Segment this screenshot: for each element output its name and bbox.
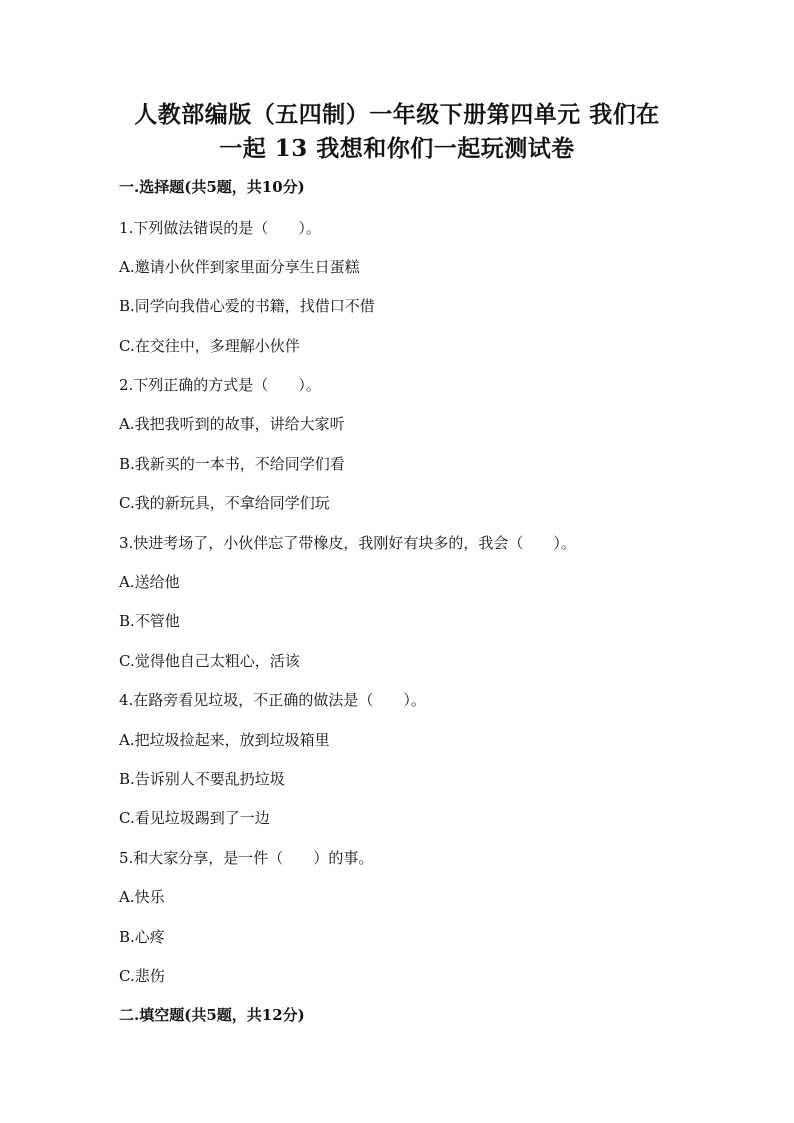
question-2-stem: 2.下列正确的方式是（ ）。 (119, 376, 321, 394)
question-4-option-b: B.告诉别人不要乱扔垃圾 (119, 770, 285, 788)
question-1-stem: 1.下列做法错误的是（ ）。 (119, 219, 321, 237)
question-3-option-c: C.觉得他自己太粗心，活该 (119, 652, 300, 670)
question-4-option-c: C.看见垃圾踢到了一边 (119, 809, 270, 827)
question-2-option-a: A.我把我听到的故事，讲给大家听 (119, 415, 345, 433)
question-3-option-a: A.送给他 (119, 573, 180, 591)
question-5-stem: 5.和大家分享，是一件（ ）的事。 (119, 849, 374, 867)
question-5-option-a: A.快乐 (119, 888, 165, 906)
question-3-stem: 3.快进考场了，小伙伴忘了带橡皮，我刚好有块多的，我会（ ）。 (119, 534, 576, 552)
question-5-option-b: B.心疼 (119, 928, 165, 946)
section-heading-fill-in: 二.填空题(共5题，共12分) (119, 1006, 305, 1024)
page-title-line-2: 一起 13 我想和你们一起玩测试卷 (219, 135, 575, 162)
question-1-option-c: C.在交往中，多理解小伙伴 (119, 337, 300, 355)
page-title-line-1: 人教部编版（五四制）一年级下册第四单元 我们在 (134, 101, 660, 128)
question-2-option-c: C.我的新玩具，不拿给同学们玩 (119, 494, 330, 512)
question-3-option-b: B.不管他 (119, 612, 180, 630)
question-5-option-c: C.悲伤 (119, 967, 165, 985)
section-heading-choice: 一.选择题(共5题，共10分) (119, 178, 305, 196)
question-1-option-a: A.邀请小伙伴到家里面分享生日蛋糕 (119, 258, 360, 276)
question-1-option-b: B.同学向我借心爱的书籍，找借口不借 (119, 297, 375, 315)
question-4-option-a: A.把垃圾捡起来，放到垃圾箱里 (119, 731, 330, 749)
question-4-stem: 4.在路旁看见垃圾，不正确的做法是（ ）。 (119, 691, 426, 709)
question-2-option-b: B.我新买的一本书，不给同学们看 (119, 455, 345, 473)
